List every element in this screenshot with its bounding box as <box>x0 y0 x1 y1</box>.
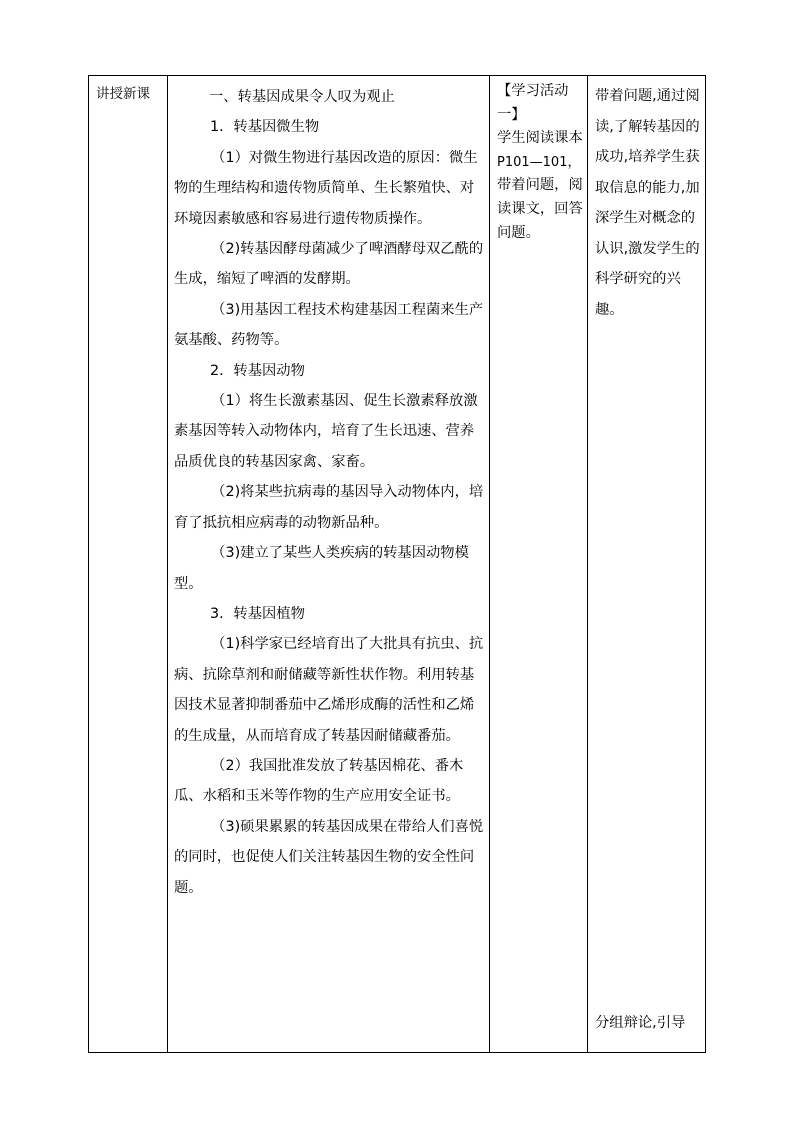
activity-text <box>497 80 585 245</box>
activity-pages: P101—101， <box>497 154 581 170</box>
intent-footer: 分组辩论,引导 <box>595 1015 686 1031</box>
section-title: 2．转基因动物 <box>210 362 305 379</box>
activity-cell <box>490 76 588 1052</box>
section-title: 3．转基因植物 <box>210 605 305 622</box>
intent-cell <box>588 76 705 1052</box>
intent-text: 带着问题,通过阅读,了解转基因的成功,培养学生获取信息的能力,加深学生对概念的认识,激发学生的科学研究的兴趣。 <box>595 88 700 318</box>
activity-line: 带着问题，阅读课文，回答问题。 <box>497 177 583 241</box>
section-item: （2)将某些抗病毒的基因导入动物体内，培育了抵抗相应病毒的动物新品种。 <box>174 484 484 531</box>
section-item: （1)科学家已经培育出了大批具有抗虫、抗病、抗除草剂和耐储藏等新性状作物。利用转基因技术显著抑制番茄中乙烯形成酶的活性和乙烯的生成量，从而培育成了转基因耐储藏番茄。 <box>174 636 484 744</box>
content-heading: 一、转基因成果令人叹为观止 <box>209 89 395 105</box>
section-item: （1）对微生物进行基因改造的原因：微生物的生理结构和遗传物质简单、生长繁殖快、对环境因素敏感和容易进行遗传物质操作。 <box>174 149 478 227</box>
section-item: （3)建立了某些人类疾病的转基因动物模型。 <box>174 545 469 592</box>
lesson-content <box>174 82 486 903</box>
content-cell <box>168 76 490 1052</box>
lesson-table <box>88 75 706 1053</box>
section-item: （3)用基因工程技术构建基因工程菌来生产氨基酸、药物等。 <box>174 301 484 349</box>
section-item: （3)硕果累累的转基因成果在带给人们喜悦的同时，也促使人们关注转基因生物的安全性问题。 <box>174 818 484 896</box>
section-title: 1．转基因微生物 <box>210 119 320 136</box>
section-item: （2)转基因酵母菌减少了啤酒酵母双乙酰的生成，缩短了啤酒的发酵期。 <box>174 241 484 288</box>
activity-title: 【学习活动一】 <box>497 83 569 123</box>
section-item: （2）我国批准发放了转基因棉花、番木瓜、水稻和玉米等作物的生产应用安全证书。 <box>174 757 464 805</box>
section-item: （1）将生长激素基因、促生长激素释放激素基因等转入动物体内，培育了生长迅速、营养品质优良的转基因家禽、家畜。 <box>174 393 478 470</box>
row-label-cell <box>89 76 168 1052</box>
activity-line: 学生阅读课本 <box>497 130 583 147</box>
row-label: 讲授新课 <box>96 86 150 102</box>
